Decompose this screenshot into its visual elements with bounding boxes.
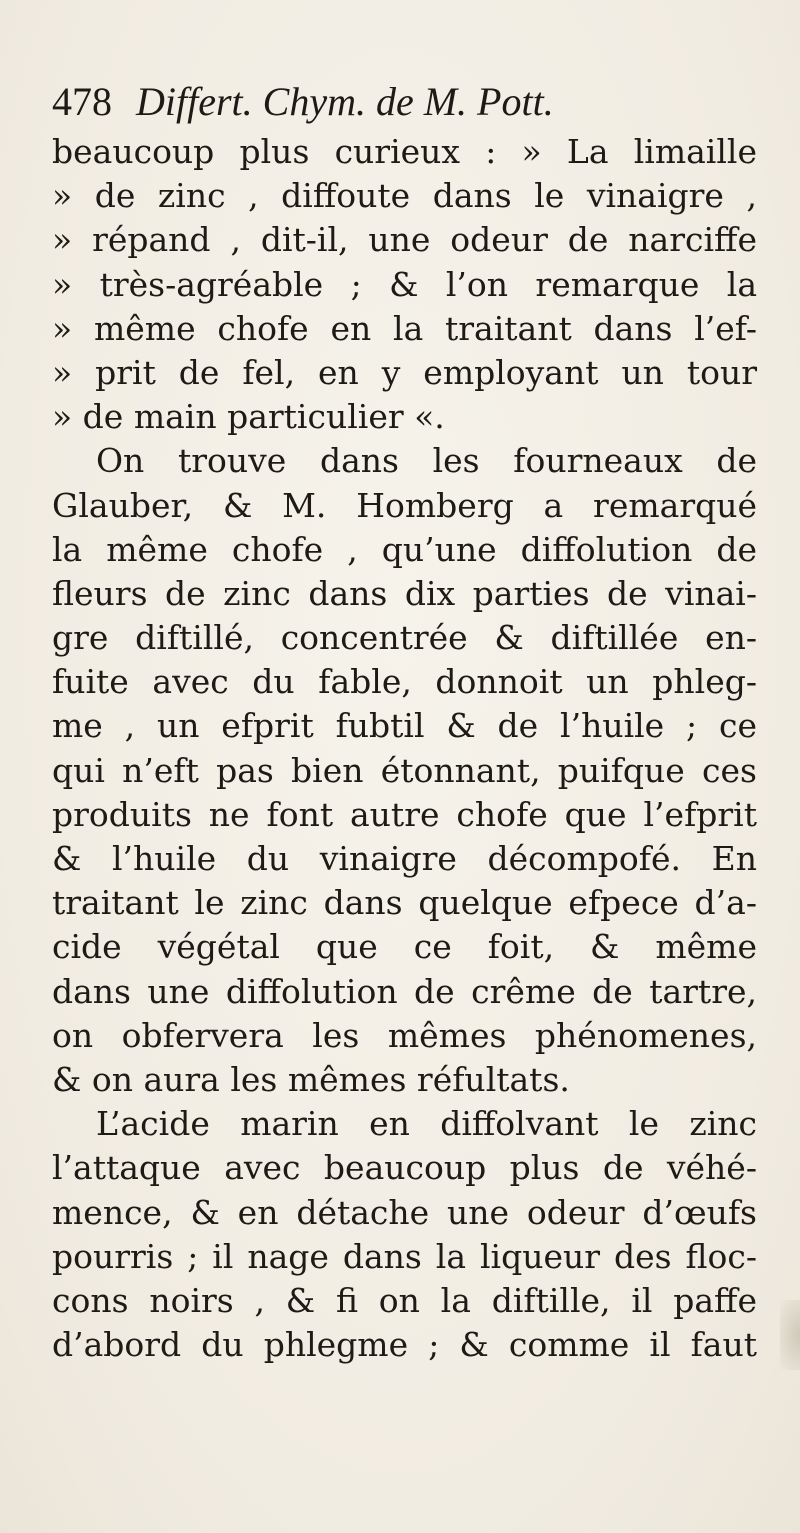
text-line: pourris ; il nage dans la liqueur des floc- <box>52 1236 757 1276</box>
page-number: 478 <box>52 79 112 124</box>
text-line: » prit de fel, en y employant un tour <box>52 352 757 392</box>
text-line: fleurs de zinc dans dix parties de vinai- <box>52 573 757 613</box>
text-line: fuite avec du fable, donnoit un phleg- <box>52 662 757 702</box>
text-line: Glauber, & M. Homberg a remarqué <box>52 485 757 525</box>
text-line: traitant le zinc dans quelque efpece d’a- <box>52 883 757 923</box>
text-line: & l’huile du vinaigre décompofé. En <box>52 839 757 878</box>
text-line: » répand , dit-il, une odeur de narciffe <box>52 220 757 260</box>
text-line: d’abord du phlegme ; & comme il faut <box>52 1325 757 1365</box>
text-line: dans une diffolution de crême de tartre, <box>52 971 757 1011</box>
body-text <box>52 130 757 1367</box>
text-line: me , un efprit fubtil & de l’huile ; ce <box>52 706 757 746</box>
text-line: » même chofe en la traitant dans l’ef- <box>52 308 757 348</box>
text-line: la même chofe , qu’une diffolution de <box>52 529 757 569</box>
text-line: cide végétal que ce foit, & même <box>52 927 757 967</box>
page-edge-stain <box>780 1300 800 1370</box>
running-header <box>52 78 752 126</box>
running-title: Differt. Chym. de M. Pott. <box>136 79 554 124</box>
text-line: & on aura les mêmes réfultats. <box>52 1059 570 1099</box>
text-line: On trouve dans les fourneaux de <box>96 441 757 481</box>
text-line: beaucoup plus curieux : » La limaille <box>52 132 757 171</box>
text-line: qui n’eft pas bien étonnant, puifque ces <box>52 750 757 790</box>
text-line: on obfervera les mêmes phénomenes, <box>52 1015 757 1055</box>
text-line: produits ne font autre chofe que l’efprit <box>52 794 757 834</box>
text-line: cons noirs , & fi on la diftille, il paffe <box>52 1280 757 1320</box>
text-line: L’acide marin en diffolvant le zinc <box>96 1104 757 1144</box>
text-line: » très-agréable ; & l’on remarque la <box>52 264 757 304</box>
text-line: mence, & en détache une odeur d’œufs <box>52 1192 757 1232</box>
text-line: » de main particulier «. <box>52 397 445 437</box>
text-line: l’attaque avec beaucoup plus de véhé- <box>52 1148 757 1188</box>
text-line: » de zinc , diffoute dans le vinaigre , <box>52 176 757 216</box>
text-line: gre diftillé, concentrée & diftillée en- <box>52 618 757 658</box>
